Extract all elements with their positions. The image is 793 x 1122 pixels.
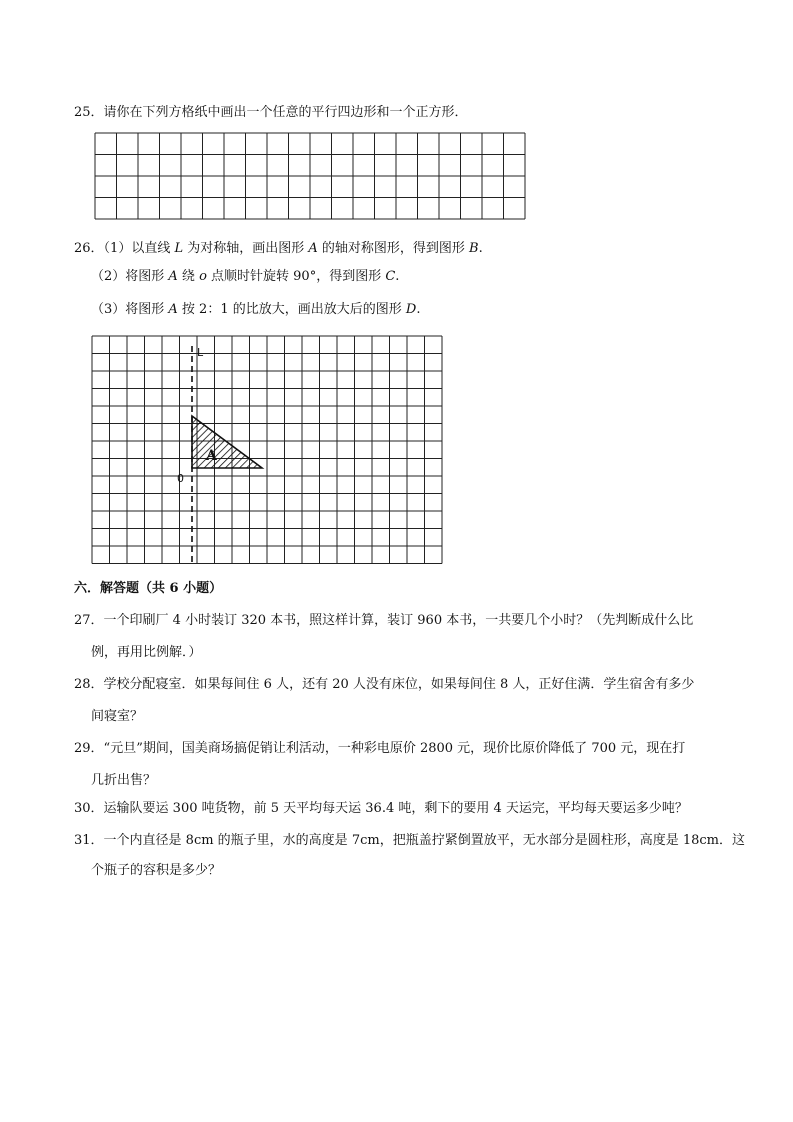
question-26-part2: （2）将图形 A 绕 o 点顺时针旋转 90°，得到图形 C. <box>91 269 400 284</box>
symmetry-grid-figure <box>90 334 446 566</box>
question-30: 30．运输队要运 300 吨货物，前 5 天平均每天运 36.4 吨，剩下的要用 4 天运完，平均每天要运多少吨？ <box>74 801 688 816</box>
question-29-line1: 29．“元旦”期间，国美商场搞促销让利活动，一种彩电原价 2800 元，现价比原价降低了 700 元，现在打 <box>74 741 686 756</box>
question-26-part3: （3）将图形 A 按 2：1 的比放大，画出放大后的图形 D. <box>91 302 421 317</box>
question-27-line2: 例，再用比例解．） <box>91 645 202 660</box>
blank-grid-paper <box>94 132 526 226</box>
question-26-part1: 26．（1）以直线 L 为对称轴，画出图形 A 的轴对称图形，得到图形 B. <box>74 241 483 256</box>
question-31-line2: 个瓶子的容积是多少？ <box>91 863 222 878</box>
axis-label-l: L <box>197 346 204 359</box>
question-29-line2: 几折出售？ <box>91 773 157 788</box>
question-28-line2: 间寝室？ <box>91 709 144 724</box>
question-27-line1: 27．一个印刷厂 4 小时装订 320 本书，照这样计算，装订 960 本书，一共要几个小时？（先判断成什么比 <box>74 613 694 628</box>
shape-label-a: A <box>206 448 217 464</box>
origin-label: 0 <box>177 472 184 485</box>
question-28-line1: 28．学校分配寝室．如果每间住 6 人，还有 20 人没有床位，如果每间住 8 人，正好住满．学生宿舍有多少 <box>74 677 695 692</box>
question-25: 25．请你在下列方格纸中画出一个任意的平行四边形和一个正方形． <box>74 105 468 120</box>
question-31-line1: 31．一个内直径是 8cm 的瓶子里，水的高度是 7cm，把瓶盖拧紧倒置放平，无水部分是圆柱形，高度是 18cm．这 <box>74 833 745 848</box>
section-title: 六．解答题（共 6 小题） <box>74 581 223 596</box>
